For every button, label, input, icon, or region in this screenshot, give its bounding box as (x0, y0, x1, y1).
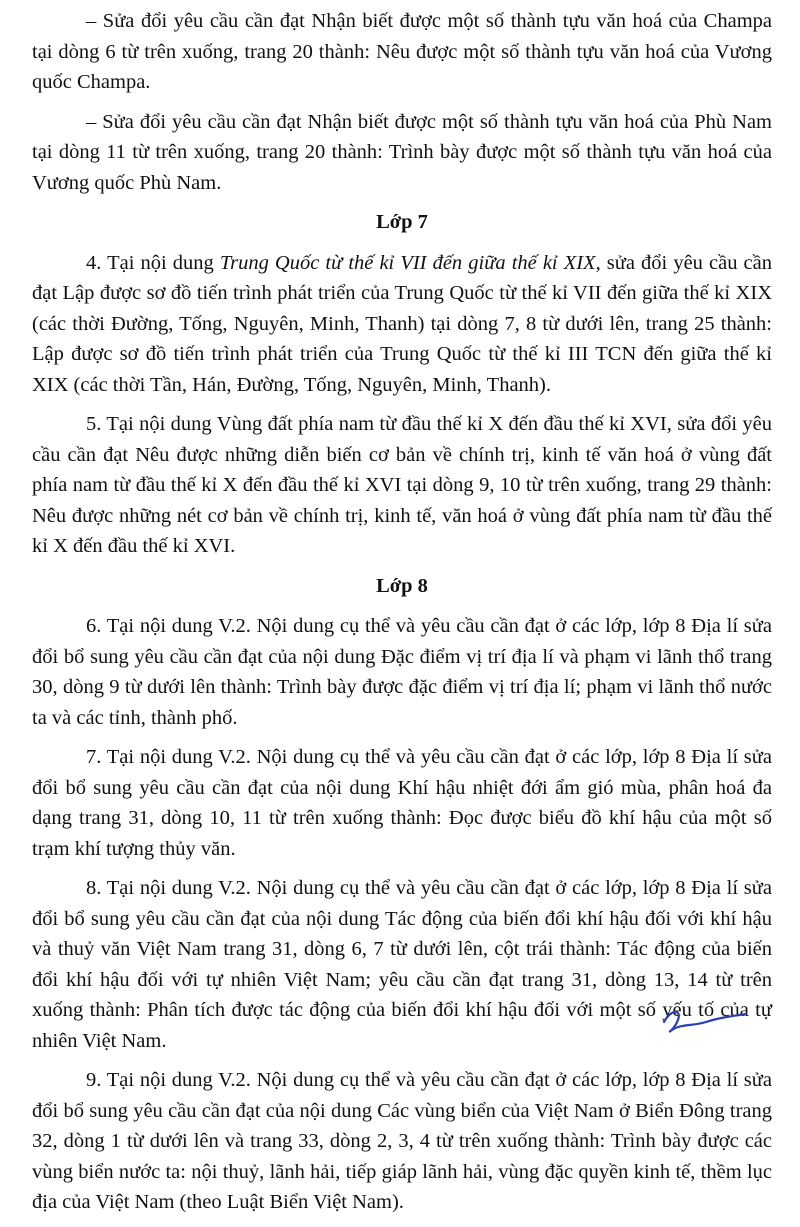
item-4-italic-title: Trung Quốc từ thế kỉ VII đến giữa thế kỉ XIX, (219, 251, 601, 274)
item-4-body: sửa đổi yêu cầu cần đạt Lập được sơ đồ tiến trình phát triển của Trung Quốc từ thế kỉ VII đến giữa thế kỉ XIX (các thời Đường, Tống, Nguyên, Minh, Thanh) tại dòng 7, 8 từ dưới lên, trang 25 thành: Lập được sơ đồ tiến trình phát triển của Trung Quốc từ thế kỉ III TCN đến giữa thế kỉ XIX (các thời Tần, Hán, Đường, Tống, Nguyên, Minh, Thanh). (32, 251, 772, 396)
paragraph-item-5: 5. Tại nội dung Vùng đất phía nam từ đầu thế kỉ X đến đầu thế kỉ XVI, sửa đổi yêu cầu cần đạt Nêu được những diễn biến cơ bản về chính trị, kinh tế văn hoá ở vùng đất phía nam từ đầu thế kỉ X đến đầu thế kỉ XVI tại dòng 9, 10 từ trên xuống, trang 29 thành: Nêu được những nét cơ bản về chính trị, kinh tế, văn hoá ở vùng đất phía nam từ đầu thế kỉ X đến đầu thế kỉ XVI. (32, 413, 772, 557)
paragraph-item-9: 9. Tại nội dung V.2. Nội dung cụ thể và yêu cầu cần đạt ở các lớp, lớp 8 Địa lí sửa đổi bổ sung yêu cầu cần đạt của nội dung Các vùng biển của Việt Nam ở Biển Đông trang 32, dòng 1 từ dưới lên và trang 33, dòng 2, 3, 4 từ trên xuống thành: Trình bày được các vùng biển nước ta: nội thuỷ, lãnh hải, tiếp giáp lãnh hải, vùng đặc quyền kinh tế, thềm lục địa của Việt Nam (theo Luật Biển Việt Nam). (32, 1069, 772, 1213)
paragraph-item-4 (32, 248, 772, 401)
heading-grade-8: Lớp 8 (376, 574, 428, 597)
paragraph-item-7: 7. Tại nội dung V.2. Nội dung cụ thể và yêu cầu cần đạt ở các lớp, lớp 8 Địa lí sửa đổi bổ sung yêu cầu cần đạt của nội dung Khí hậu nhiệt đới ẩm gió mùa, phân hoá đa dạng trang 31, dòng 10, 11 từ trên xuống thành: Đọc được biểu đồ khí hậu của một số trạm khí tượng thủy văn. (32, 746, 772, 860)
document-page (32, 6, 772, 1227)
heading-grade-7: Lớp 7 (376, 211, 428, 233)
paragraph-item-8: 8. Tại nội dung V.2. Nội dung cụ thể và yêu cầu cần đạt ở các lớp, lớp 8 Địa lí sửa đổi bổ sung yêu cầu cần đạt của nội dung Tác động của biến đổi khí hậu đối với khí hậu và thuỷ văn Việt Nam trang 31, dòng 6, 7 từ dưới lên, cột trái thành: Tác động của biến đổi khí hậu đối với tự nhiên Việt Nam; yêu cầu cần đạt trang 31, dòng 13, 14 từ trên xuống thành: Phân tích được tác động của biến đổi khí hậu đối với một số yếu tố của tự nhiên Việt Nam. (32, 877, 772, 1052)
paragraph-item-6: 6. Tại nội dung V.2. Nội dung cụ thể và yêu cầu cần đạt ở các lớp, lớp 8 Địa lí sửa đổi bổ sung yêu cầu cần đạt của nội dung Đặc điểm vị trí địa lí và phạm vi lãnh thổ trang 30, dòng 9 từ dưới lên thành: Trình bày được đặc điểm vị trí địa lí; phạm vi lãnh thổ nước ta và các tỉnh, thành phố. (32, 615, 772, 729)
item-4-lead: 4. Tại nội dung (86, 251, 220, 274)
paragraph-champa: – Sửa đổi yêu cầu cần đạt Nhận biết được một số thành tựu văn hoá của Champa tại dòng 6 từ trên xuống, trang 20 thành: Nêu được một số thành tựu văn hoá của Vương quốc Champa. (32, 10, 772, 93)
paragraph-phu-nam: – Sửa đổi yêu cầu cần đạt Nhận biết được một số thành tựu văn hoá của Phù Nam tại dòng 11 từ trên xuống, trang 20 thành: Trình bày được một số thành tựu văn hoá của Vương quốc Phù Nam. (32, 110, 772, 194)
signature-initial-icon (660, 1000, 750, 1040)
